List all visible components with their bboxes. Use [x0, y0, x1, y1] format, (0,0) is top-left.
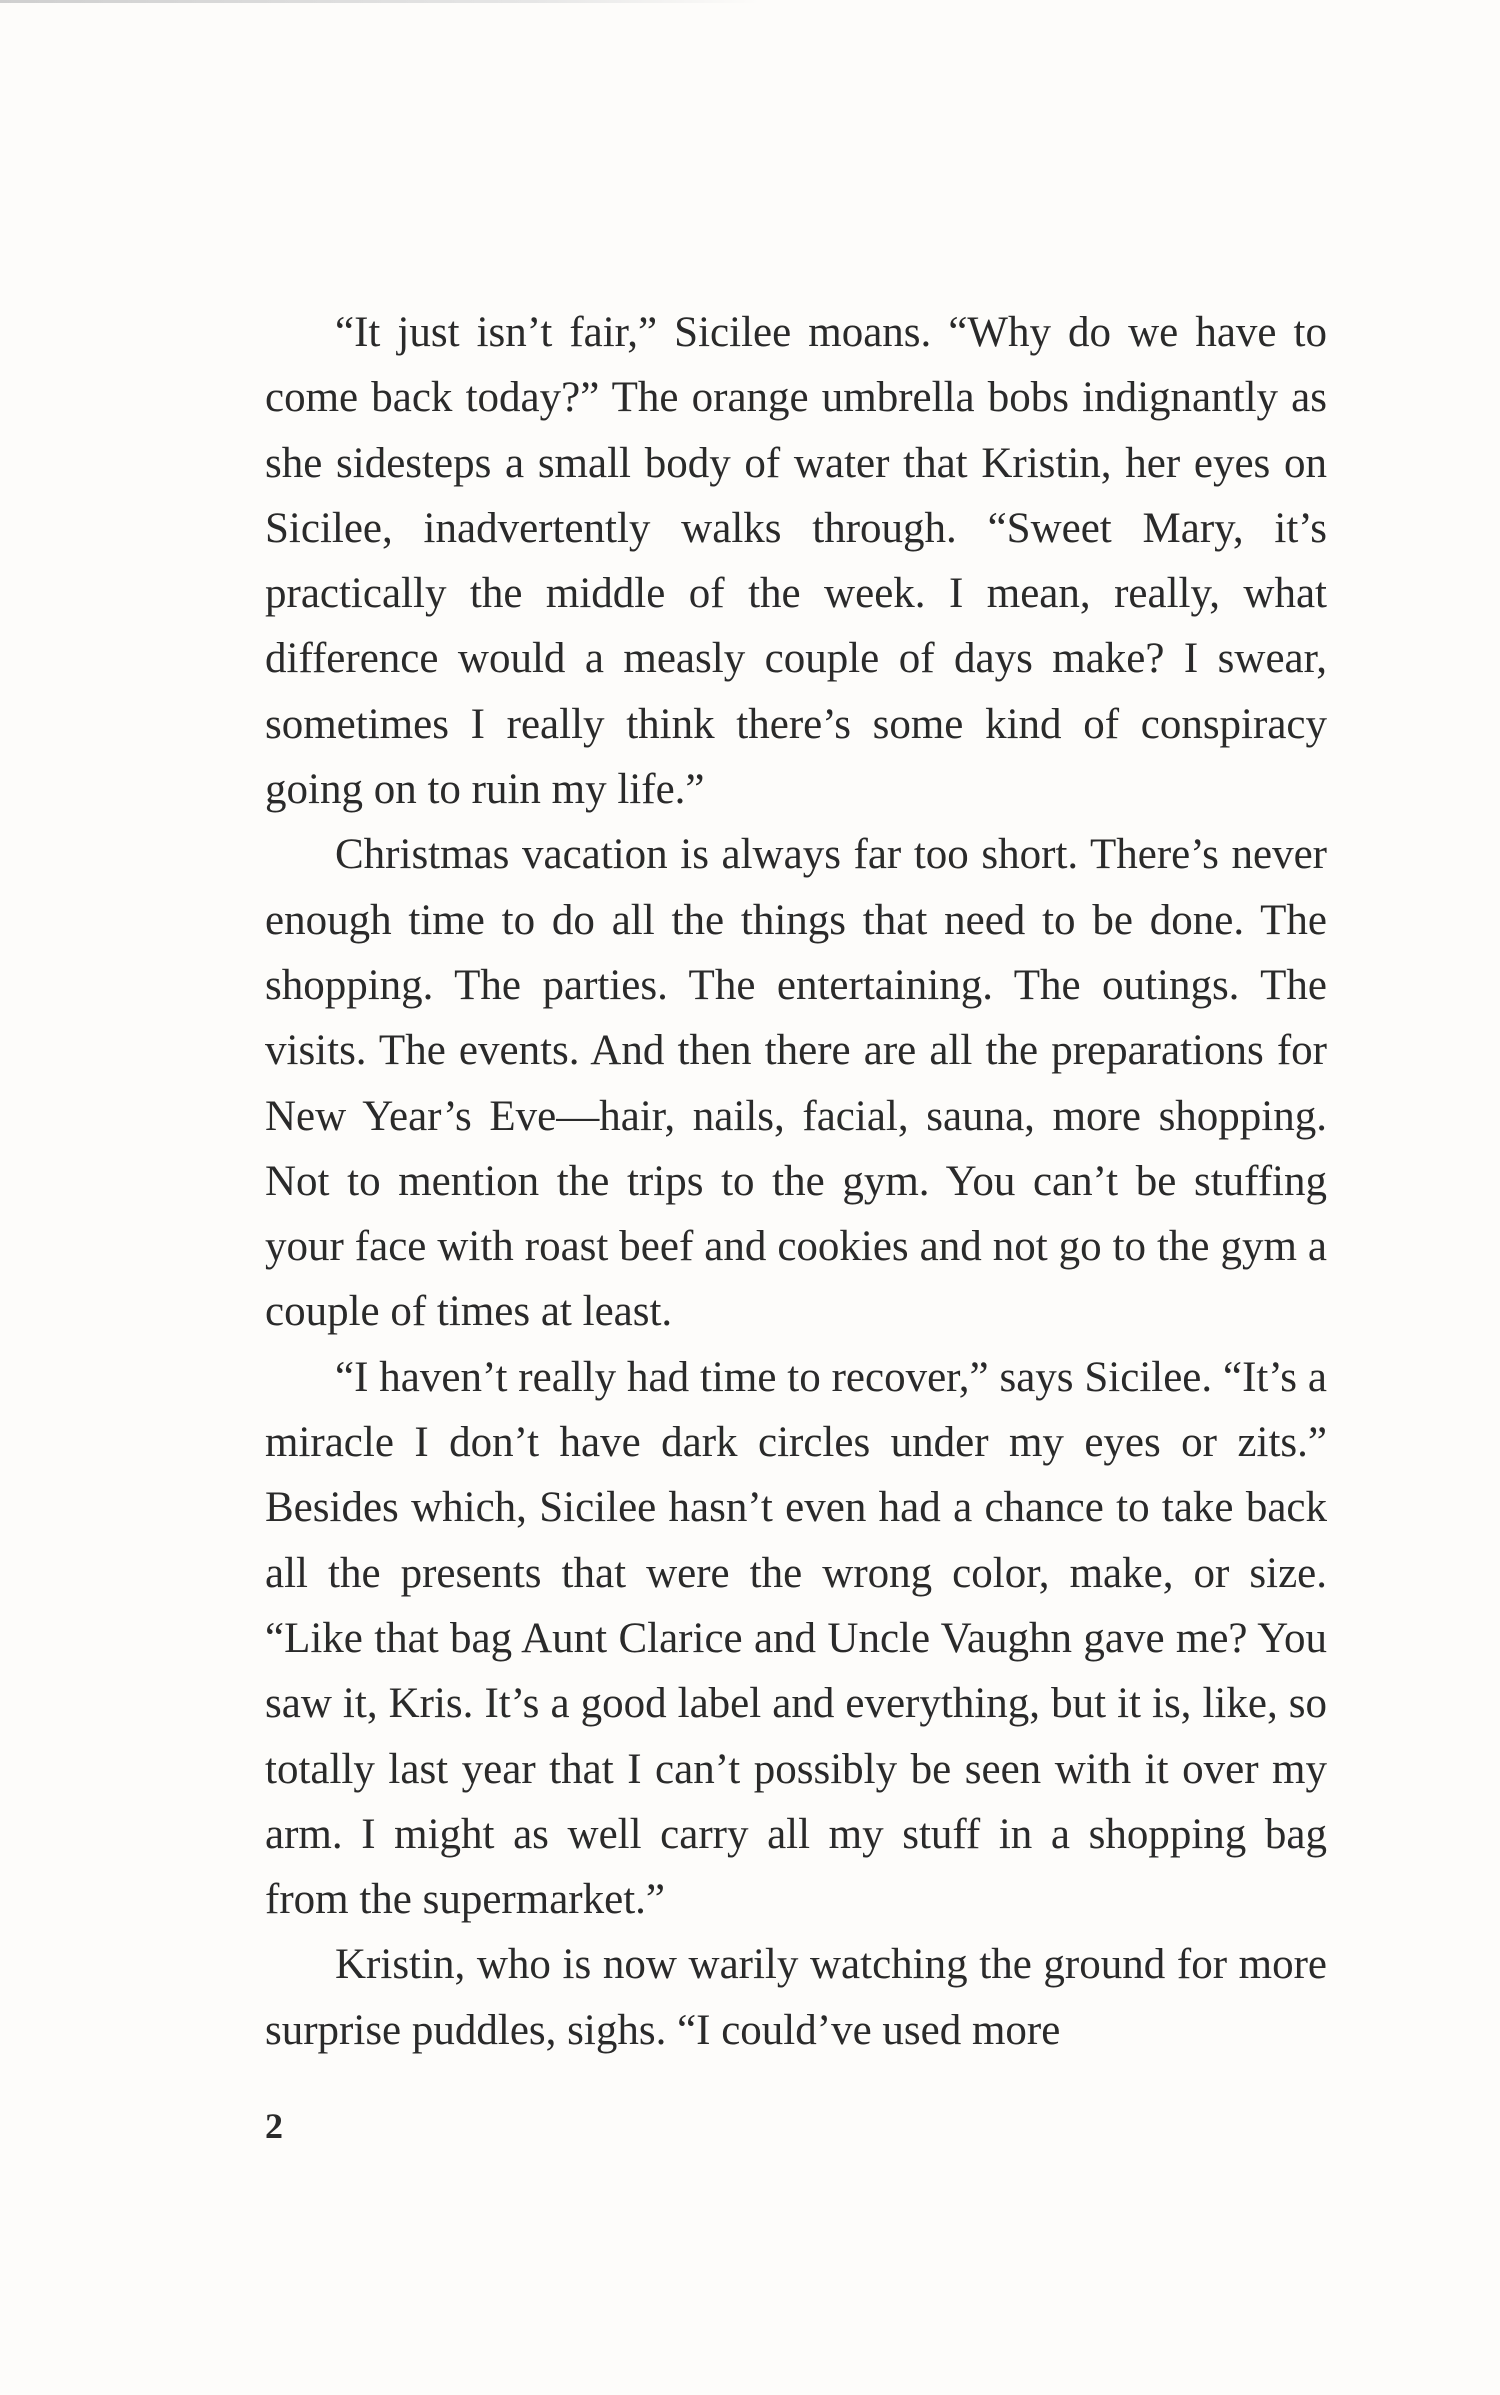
paragraph-3: “I haven’t really had time to recover,” says Sicilee. “It’s a miracle I don’t have dark circles under my eyes or zits.” Besides which, Sicilee hasn’t even had a chance to take back all the presents that were the wrong color, make, or size. “Like that bag Aunt Clarice and Uncle Vaughn gave me? You saw it, Kris. It’s a good label and everything, but it is, like, so totally last year that I can’t possibly be seen with it over my arm. I might as well carry all my stuff in a shopping bag from the supermarket.” — [265, 1353, 1327, 1924]
page-number: 2 — [265, 2106, 283, 2146]
body-text — [265, 300, 1327, 2063]
paragraph-1: “It just isn’t fair,” Sicilee moans. “Why do we have to come back today?” The orange umbrella bobs indignantly as she sidesteps a small body of water that Kristin, her eyes on Sicilee, inadvertently walks through. “Sweet Mary, it’s practically the middle of the week. I mean, really, what difference would a measly couple of days make? I swear, sometimes I really think there’s some kind of conspiracy going on to ruin my life.” — [265, 309, 1327, 814]
paragraph-2: Christmas vacation is always far too short. There’s never enough time to do all the things that need to be done. The shopping. The parties. The entertaining. The outings. The visits. The events. And then there are all the preparations for New Year’s Eve—hair, nails, facial, sauna, more shopping. Not to mention the trips to the gym. You can’t be stuffing your face with roast beef and cookies and not go to the gym a couple of times at least. — [265, 831, 1327, 1336]
page-top-edge — [0, 0, 760, 3]
paragraph-4: Kristin, who is now warily watching the ground for more surprise puddles, sighs. “I could’ve used more — [265, 1941, 1327, 2054]
